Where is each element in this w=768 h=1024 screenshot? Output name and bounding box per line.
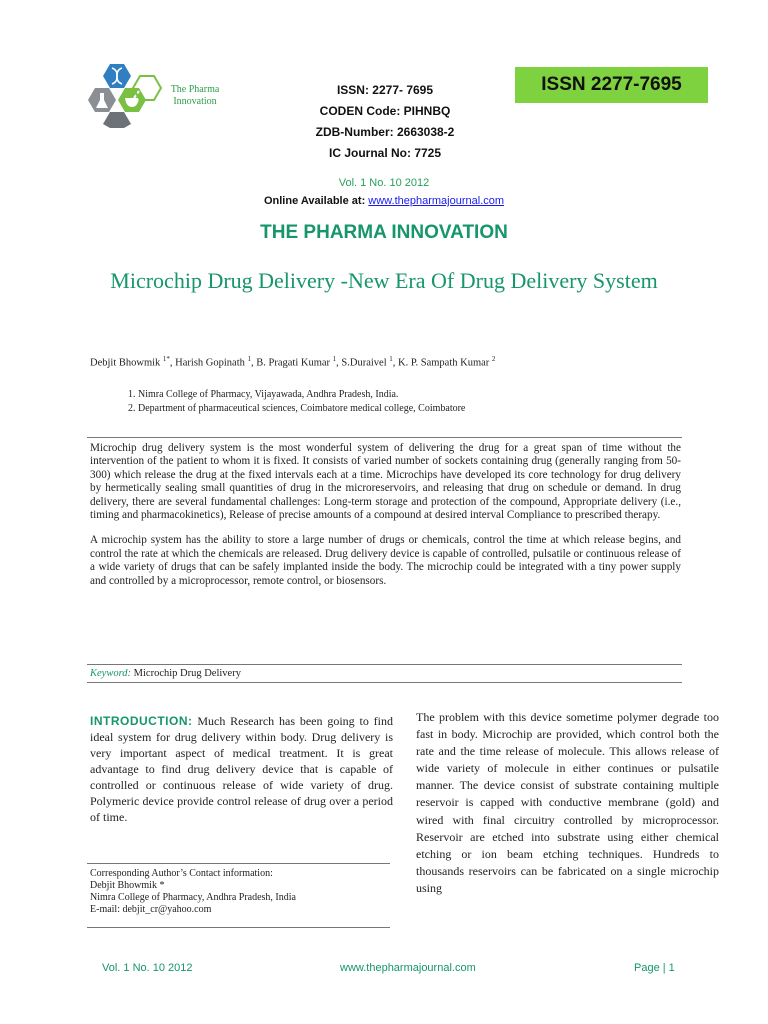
abstract-paragraph-1: Microchip drug delivery system is the most wonderful system of delivering the drug for a great span of time without the intervention of the patient to whom it is fixed. It consists of varied number of sockets containing drug (generally ranging from 50-300) which release the drug at the fixed intervals each at a time. Microchips have developed its core technology for drug delivery by hermetically sealing small quantities of drug in the microreservoirs, and releasing that drug on schedule or demand. In drug delivery, there are several fundamental challenges: Long-term storage and protection of the compound, Appropriate delivery (i.e., timing and pharmacokinetics), Release of precise amounts of a compound at desired interval Compliance to prescribed therapy.: [90, 442, 681, 522]
hexagon-blue-dna-icon: [103, 64, 131, 88]
logo-line-2: Innovation: [173, 96, 217, 107]
hexagon-gray-small-icon: [103, 112, 131, 128]
corr-affiliation: Nimra College of Pharmacy, Andhra Pradesh, India: [90, 892, 296, 903]
keyword-text: Microchip Drug Delivery: [131, 668, 241, 679]
intro-heading: INTRODUCTION:: [90, 714, 193, 728]
corresponding-bottom-rule: [87, 927, 390, 928]
introduction: [90, 713, 393, 825]
journal-meta: [300, 80, 470, 164]
logo-line-1: The Pharma: [170, 84, 220, 95]
coden-line: CODEN Code: PIHNBQ: [319, 104, 451, 118]
corr-heading: Corresponding Author’s Contact information:: [90, 868, 273, 879]
volume-line: Vol. 1 No. 10 2012: [338, 177, 430, 189]
corresponding-author: [90, 868, 393, 916]
author-1: Debjit Bhowmik: [90, 357, 163, 369]
author-5: , K. P. Sampath Kumar: [392, 357, 492, 369]
author-3-affil: 1: [332, 355, 337, 363]
keyword-label: Keyword:: [90, 668, 132, 679]
journal-name: THE PHARMA INNOVATION: [260, 222, 508, 243]
author-1-affil: 1*: [162, 355, 170, 363]
keyword-line: [90, 668, 681, 679]
article-title: Microchip Drug Delivery -New Era Of Drug Delivery System: [110, 268, 658, 293]
abstract-bottom-rule: [87, 664, 682, 665]
logo-text: [162, 84, 228, 108]
corresponding-rule: [87, 863, 390, 864]
affiliation-1: 1. Nimra College of Pharmacy, Vijayawada, Andhra Pradesh, India.: [138, 388, 690, 402]
ic-line: IC Journal No: 7725: [328, 146, 442, 160]
abstract: [90, 442, 681, 600]
affiliations: [90, 388, 690, 416]
corr-name: Debjit Bhowmik *: [90, 880, 165, 891]
online-label: Online Available at:: [263, 195, 369, 207]
author-4: , S.Duraivel: [336, 357, 390, 369]
zdb-line: ZDB-Number: 2663038-2: [315, 125, 455, 139]
author-5-affil: 2: [491, 355, 496, 363]
abstract-top-rule: [87, 437, 682, 438]
affiliation-2: 2. Department of pharmaceutical sciences, Coimbatore medical college, Coimbatore: [138, 402, 690, 416]
online-line: [0, 195, 768, 207]
author-4-affil: 1: [389, 355, 393, 363]
corr-email: E-mail: debjit_cr@yahoo.com: [90, 904, 212, 915]
footer-volume: Vol. 1 No. 10 2012: [102, 962, 193, 974]
right-column-text: The problem with this device sometime polymer degrade too fast in body. Microchip are provided, which control both the rate and the time release of molecule. This allows release of wide variety of molecule in either continues or pulsatile manner. The device consist of substrate containing multiple reservoir is capped with conductive membrane (gold) and wired with final circuitry controlled by microprocessor. Reservoir are etched into substrate using either chemical etching or ion beam etching techniques. Hundreds to thousands reservoirs can be fabricated on a single microchip using: [416, 710, 719, 895]
issn-badge: ISSN 2277-7695: [515, 67, 708, 103]
intro-text: Much Research has been going to find ideal system for drug delivery within body. Drug delivery is very important aspect of medical treatment. It is great advantage to find drug delivery device that is capable of controlled or continuous release of wide variety of drug. Polymeric device provide control release of drug over a period of time.: [90, 714, 393, 824]
issn-line: ISSN: 2277- 7695: [336, 83, 434, 97]
keyword-bottom-rule: [87, 682, 682, 683]
hexagon-gray-flask-icon: [88, 88, 116, 112]
author-3: , B. Pragati Kumar: [251, 357, 333, 369]
author-list: [90, 355, 690, 369]
footer-page-number: Page | 1: [634, 962, 675, 974]
footer-site: www.thepharmajournal.com: [340, 962, 476, 974]
author-2: , Harish Gopinath: [169, 357, 248, 369]
page-footer: [0, 962, 768, 978]
journal-link[interactable]: www.thepharmajournal.com: [368, 195, 505, 207]
author-2-affil: 1: [247, 355, 251, 363]
abstract-paragraph-2: A microchip system has the ability to store a large number of drugs or chemicals, control the time at which release begins, and control the rate at which the chemicals are released. Drug delivery device is capable of controlled, pulsatile or continuous release of a wide variety of drugs that can be safely implanted inside the body. The microchip could be integrated with a tiny power supply and controlled by a microprocessor, remote control, or biosensors.: [90, 534, 681, 587]
